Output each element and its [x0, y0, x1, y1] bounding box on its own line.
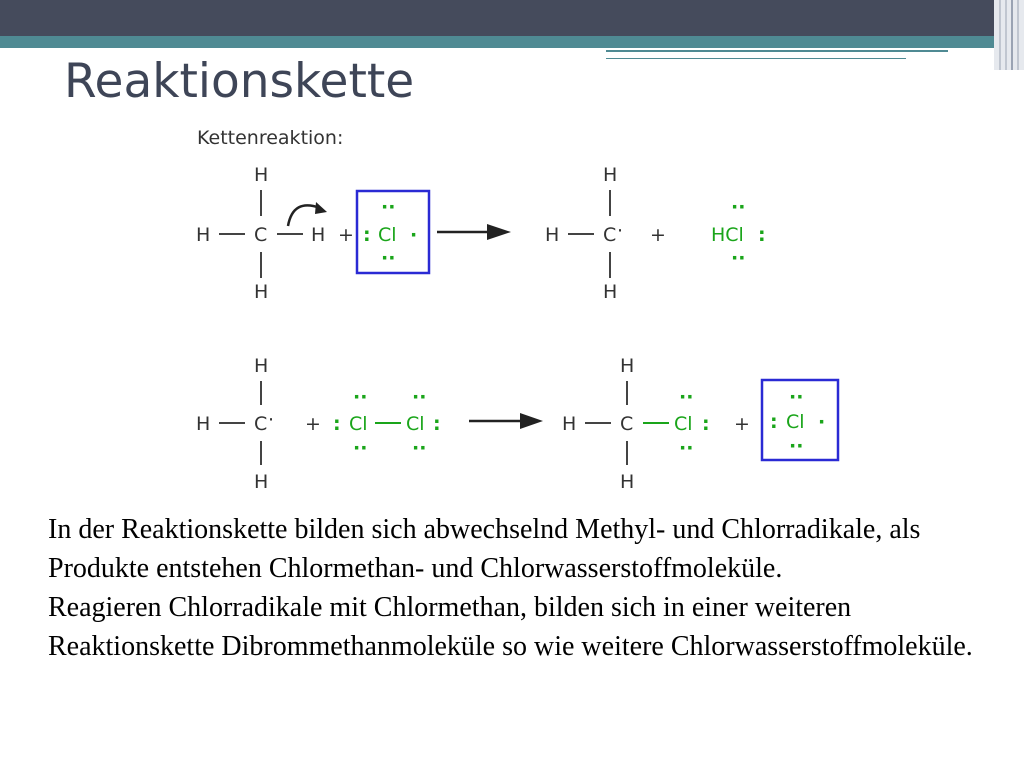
atom-h: H [196, 413, 211, 435]
colon: : [363, 224, 371, 246]
atom-h: H [254, 355, 269, 377]
lone-pair: ·· [353, 386, 368, 408]
radical-dot: · [818, 411, 826, 433]
atom-c: C [254, 413, 268, 435]
plus-sign: + [734, 413, 750, 435]
colon: : [758, 224, 766, 246]
chlorine-radical [357, 191, 429, 273]
atom-cl: Cl [674, 413, 693, 435]
atom-h: H [620, 355, 635, 377]
lone-pair: ·· [679, 437, 694, 459]
atom-h: H [311, 224, 326, 246]
atom-h: H [254, 471, 269, 493]
accent-band [0, 36, 1024, 48]
atom-cl: Cl [349, 413, 368, 435]
methyl-radical [196, 355, 274, 493]
radical-dot: · [268, 409, 275, 431]
slide-title: Reaktionskette [64, 54, 415, 109]
lone-pair: ·· [412, 437, 427, 459]
atom-cl: Cl [786, 411, 805, 433]
lone-pair: ·· [412, 386, 427, 408]
atom-c: C [254, 224, 268, 246]
lone-pair: ·· [731, 247, 746, 269]
lone-pair: ·· [679, 386, 694, 408]
diagram-heading: Kettenreaktion: [197, 127, 344, 149]
methyl-radical [545, 164, 623, 303]
plus-sign: + [650, 224, 666, 246]
atom-h: H [254, 164, 269, 186]
atom-h: H [545, 224, 560, 246]
atom-h: H [562, 413, 577, 435]
atom-cl: Cl [378, 224, 397, 246]
colon: : [433, 413, 441, 435]
radical-dot: · [410, 224, 418, 246]
plus-sign: + [305, 413, 321, 435]
hcl-molecule [711, 196, 766, 269]
atom-h: H [196, 224, 211, 246]
atom-cl: Cl [406, 413, 425, 435]
chlorine-radical [762, 380, 838, 460]
corner-decoration [994, 0, 1024, 70]
atom-h: H [603, 281, 618, 303]
lone-pair: ·· [789, 435, 804, 457]
radical-dot: · [617, 220, 624, 242]
paragraph: Reagieren Chlorradikale mit Chlormethan, bilden sich in einer weiteren Reaktionskette Dibrommethanmoleküle so wie weitere Chlorwasserstoffmoleküle. [48, 592, 973, 662]
lone-pair: ·· [353, 437, 368, 459]
chain-reaction-diagram [185, 118, 865, 510]
accent-line [606, 50, 948, 52]
body-text [48, 510, 1008, 666]
accent-line-2 [606, 58, 906, 59]
lone-pair: ·· [731, 196, 746, 218]
hcl-label: HCl [711, 224, 744, 246]
paragraph: In der Reaktionskette bilden sich abwechselnd Methyl- und Chlorradikale, als Produkte entstehen Chlormethan- und Chlorwasserstoffmoleküle. [48, 514, 921, 584]
methane-molecule [196, 164, 327, 303]
colon: : [770, 411, 778, 433]
header-bar [0, 0, 1024, 36]
chloromethane-molecule [562, 355, 710, 493]
colon: : [702, 413, 710, 435]
colon: : [333, 413, 341, 435]
lone-pair: ·· [789, 386, 804, 408]
atom-c: C [620, 413, 634, 435]
atom-c: C [603, 224, 617, 246]
atom-h: H [603, 164, 618, 186]
lone-pair: ·· [381, 196, 396, 218]
atom-h: H [620, 471, 635, 493]
lone-pair: ·· [381, 247, 396, 269]
plus-sign: + [338, 224, 354, 246]
atom-h: H [254, 281, 269, 303]
chlorine-molecule [333, 386, 441, 459]
